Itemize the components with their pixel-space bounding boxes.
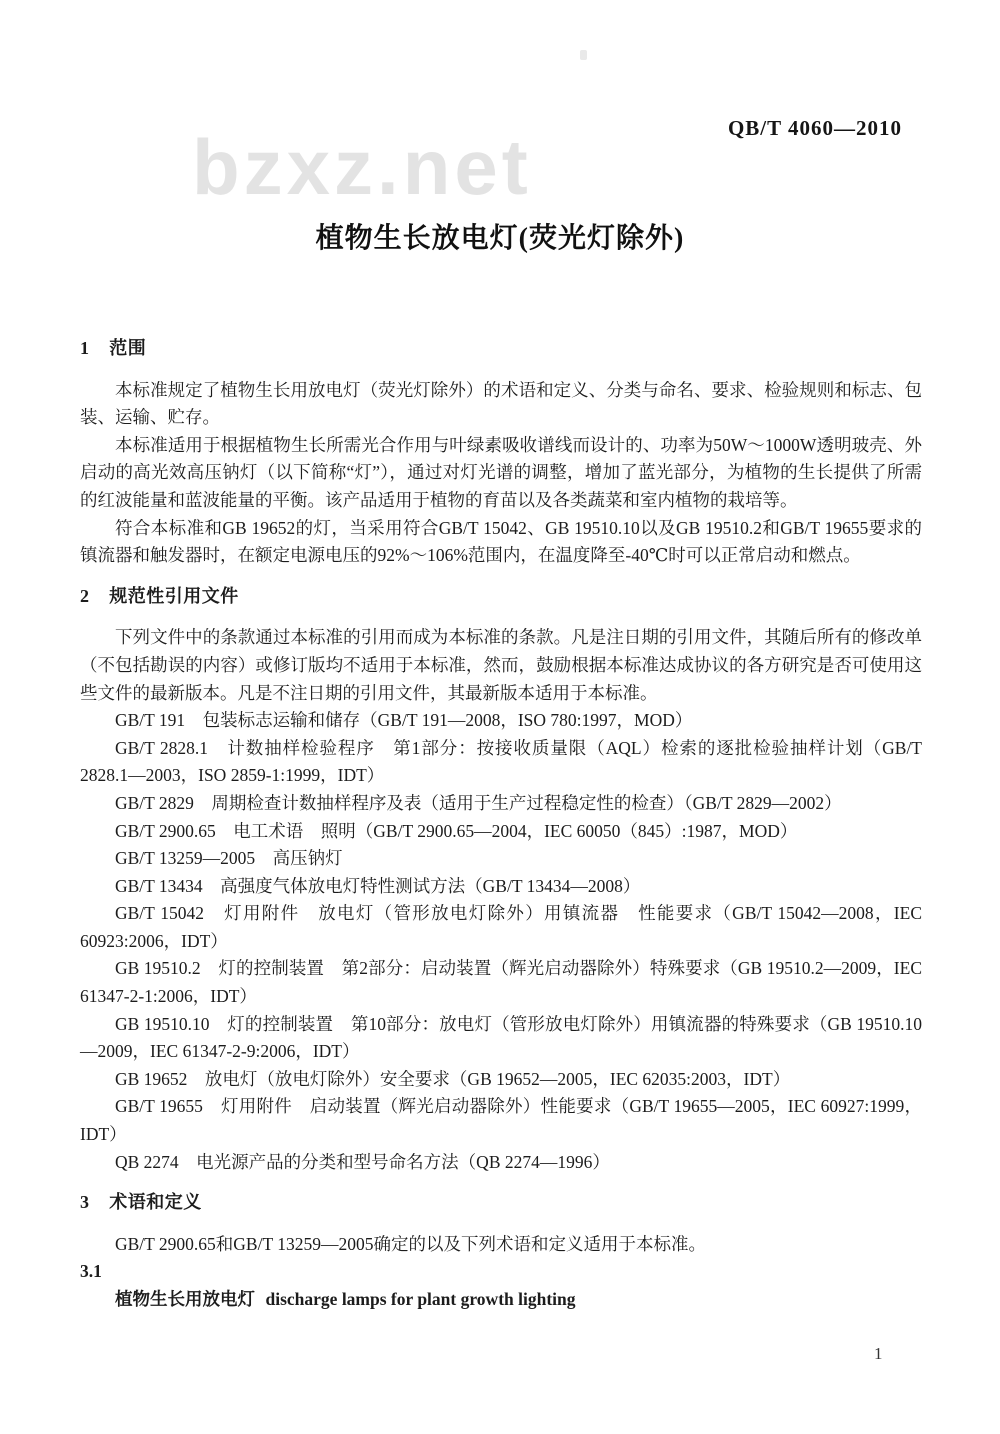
reference-item: GB/T 2829 周期检查计数抽样程序及表（适用于生产过程稳定性的检查）（GB/T 2829—2002） <box>115 792 842 813</box>
page-number: 1 <box>874 1344 883 1363</box>
reference-item: GB/T 2900.65 电工术语 照明（GB/T 2900.65—2004，IEC 60050（845）:1987，MOD） <box>115 820 798 841</box>
section-2-heading <box>80 583 922 611</box>
term-clause-number: 3.1 <box>80 1261 102 1282</box>
reference-item: GB/T 13434 高强度气体放电灯特性测试方法（GB/T 13434—2008） <box>115 875 641 896</box>
scope-paragraph-3: 符合本标准和GB 19652的灯，当采用符合GB/T 15042、GB 19510.10以及GB 19510.2和GB/T 19655要求的镇流器和触发器时，在额定电源电压的92%～106%范围内，在温度降至-40℃时可以正常启动和燃点。 <box>80 517 922 566</box>
section-2-title: 规范性引用文件 <box>109 585 239 606</box>
watermark-text: bzxz.net <box>192 123 532 211</box>
scope-paragraph-1: 本标准规定了植物生长用放电灯（荧光灯除外）的术语和定义、分类与命名、要求、检验规则和标志、包装、运输、贮存。 <box>80 379 922 428</box>
section-2-number: 2 <box>80 585 90 606</box>
term-definition-line <box>80 1286 922 1314</box>
reference-list <box>80 707 922 1176</box>
reference-item: GB/T 13259—2005 高压钠灯 <box>115 848 343 869</box>
section-1-heading <box>80 335 922 363</box>
section-1-number: 1 <box>80 338 90 358</box>
terms-intro: GB/T 2900.65和GB/T 13259—2005确定的以及下列术语和定义适用于本标准。 <box>115 1233 706 1254</box>
reference-item: GB/T 191 包装标志运输和储存（GB/T 191—2008，ISO 780:1997，MOD） <box>115 710 693 731</box>
reference-item: GB/T 15042 灯用附件 放电灯（管形放电灯除外）用镇流器 性能要求（GB/T 15042—2008，IEC 60923:2006，IDT） <box>80 903 922 951</box>
scan-speck <box>580 50 587 60</box>
standard-code: QB/T 4060—2010 <box>727 116 902 140</box>
document-body <box>80 322 922 1314</box>
reference-item: GB 19652 放电灯（放电灯除外）安全要求（GB 19652—2005，IEC 62035:2003，IDT） <box>115 1068 791 1089</box>
normative-references-intro: 下列文件中的条款通过本标准的引用而成为本标准的条款。凡是注日期的引用文件，其随后所有的修改单（不包括勘误的内容）或修订版均不适用于本标准，然而，鼓励根据本标准达成协议的各方研究是否可使用这些文件的最新版本。凡是不注日期的引用文件，其最新版本适用于本标准。 <box>80 627 922 703</box>
scope-paragraph-2: 本标准适用于根据植物生长所需光合作用与叶绿素吸收谱线而设计的、功率为50W～1000W透明玻壳、外启动的高光效高压钠灯（以下简称“灯”），通过对灯光谱的调整，增加了蓝光部分，为植物的生长提供了所需的红波能量和蓝波能量的平衡。该产品适用于植物的育苗以及各类蔬菜和室内植物的栽培等。 <box>80 434 922 510</box>
reference-item: GB 19510.2 灯的控制装置 第2部分：启动装置（辉光启动器除外）特殊要求（GB 19510.2—2009，IEC 61347-2-1:2006，IDT） <box>80 958 922 1007</box>
reference-item: GB/T 19655 灯用附件 启动装置（辉光启动器除外）性能要求（GB/T 19655—2005，IEC 60927:1999，IDT） <box>80 1096 922 1145</box>
reference-item: GB/T 2828.1 计数抽样检验程序 第1部分：按接收质量限（AQL）检索的逐批检验抽样计划（GB/T 2828.1—2003，ISO 2859-1:1999，IDT） <box>80 737 922 786</box>
term-chinese: 植物生长用放电灯 <box>115 1289 255 1309</box>
section-3-heading <box>80 1189 922 1217</box>
reference-item: GB 19510.10 灯的控制装置 第10部分：放电灯（管形放电灯除外）用镇流器的特殊要求（GB 19510.10—2009，IEC 61347-2-9:2006，IDT） <box>80 1013 922 1062</box>
section-1-title: 范围 <box>109 338 147 358</box>
section-3-title: 术语和定义 <box>109 1192 202 1213</box>
reference-item: QB 2274 电光源产品的分类和型号命名方法（QB 2274—1996） <box>115 1151 610 1172</box>
section-3-number: 3 <box>80 1192 90 1213</box>
document-title: 植物生长放电灯(荧光灯除外) <box>315 223 685 254</box>
term-english: discharge lamps for plant growth lighting <box>265 1289 576 1309</box>
